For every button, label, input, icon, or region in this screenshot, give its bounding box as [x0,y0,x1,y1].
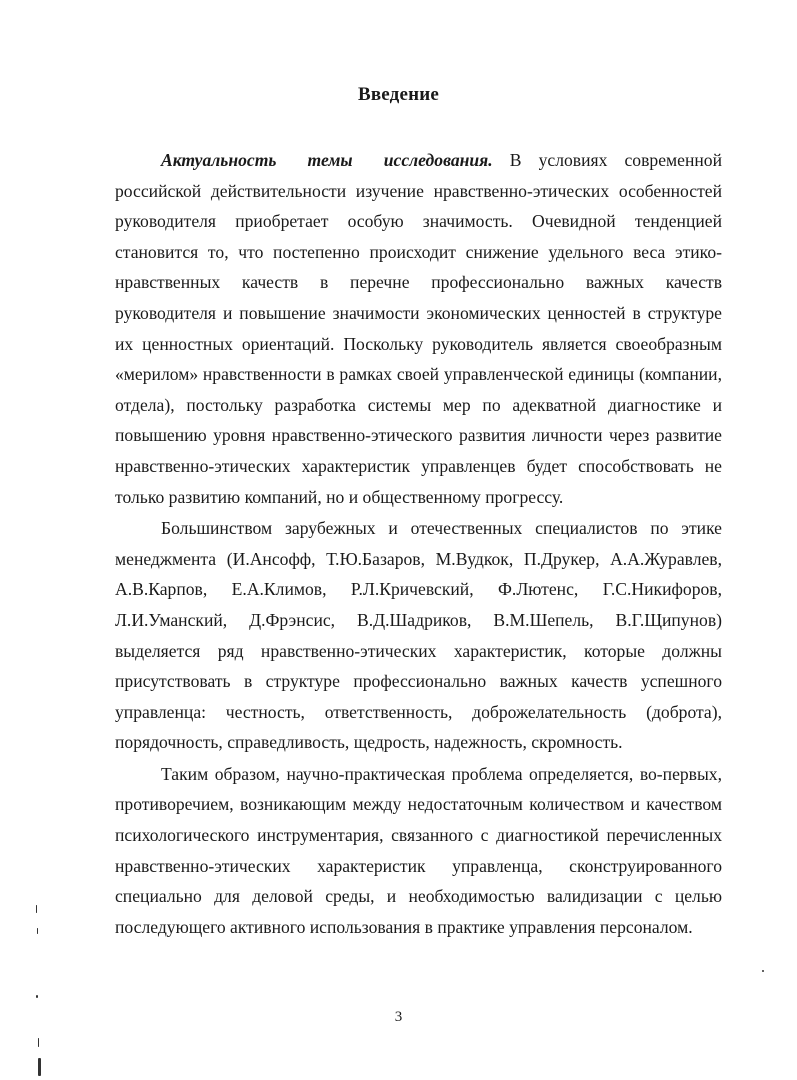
scan-artifact-mark [36,905,37,913]
paragraph-relevance [115,145,722,512]
scan-artifact-mark [38,1038,39,1047]
scan-artifact-mark [36,995,38,998]
scan-artifact-mark [38,1058,41,1076]
paragraph-specialists: Большинством зарубежных и отечественных специалистов по этике менеджмента (И.Ансофф, Т.Ю.Базаров, М.Вудкок, П.Друкер, А.А.Журавлев, А.В.Карпов, Е.А.Климов, Р.Л.Кричевский, Ф.Лютенс, Г.С.Никифоров, Л.И.Уманский, Д.Фрэнсис, В.Д.Шадриков, В.М.Шепель, В.Г.Щипунов) выделяется ряд нравственно-этических характеристик, которые должны присутствовать в структуре профессионально важных качеств успешного управленца: честность, ответственность, доброжелательность (доброта), порядочность, справедливость, щедрость, надежность, скромность. [115,518,722,753]
scan-artifact-mark [762,970,764,972]
body-text [115,145,722,942]
scan-artifact-mark [37,928,38,934]
page-number: 3 [394,1009,403,1025]
paragraph-problem: Таким образом, научно-практическая проблема определяется, во-первых, противоречием, возникающим между недостаточным количеством и качеством психологического инструментария, связанного с диагностикой перечисленных нравственно-этических характеристик управленца, сконструированного специально для деловой среды, и необходимостью валидизации с целью последующего активного использования в практике управления персоналом. [115,763,722,937]
section-title: Введение [357,84,440,105]
paragraph-text: В условиях современной российской действительности изучение нравственно-этических особенностей руководителя приобретает особую значимость. Очевидной тенденцией становится то, что постепенно происходит снижение удельного веса этико-нравственных качеств в перечне профессионально важных качеств руководителя и повышение значимости экономических ценностей в структуре их ценностных ориентаций. Поскольку руководитель является своеобразным «мерилом» нравственности в рамках своей управленческой единицы (компании, отдела), постольку разработка системы мер по адекватной диагностике и повышению уровня нравственно-этического развития личности через развитие нравственно-этических характеристик управленцев будет способствовать не только развитию компаний, но и общественному прогрессу. [115,150,723,507]
paragraph-lead: Актуальность темы исследования. [161,150,493,170]
